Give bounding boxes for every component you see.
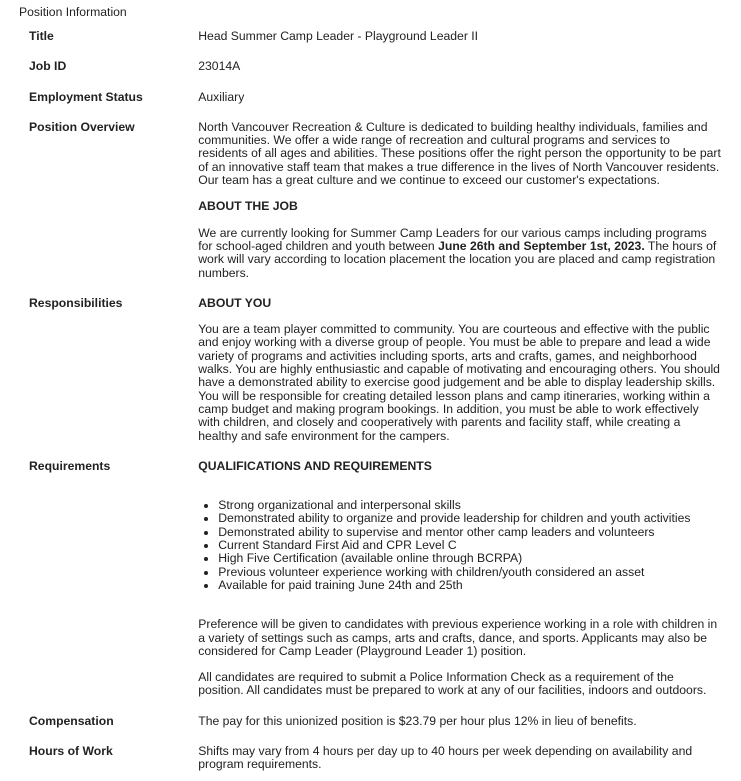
camp-dates: June 26th and September 1st, 2023. [438, 238, 645, 253]
row-position-overview [22, 113, 722, 289]
row-value [198, 113, 722, 289]
row-hours-of-work [22, 737, 722, 781]
row-value: The pay for this unionized position is $23.79 per hour plus 12% in lieu of benefits. [198, 713, 637, 728]
row-label: Title [29, 29, 54, 43]
row-label: Hours of Work [29, 743, 113, 758]
row-job-id [22, 52, 722, 82]
preference-text: Preference will be given to candidates with previous experience working in a role with children in a variety of settings such as camps, arts and crafts, dance, and sports. Applicants may also be considered for Camp Leader (Playground Leader 1) position. [198, 617, 718, 658]
row-label: Job ID [29, 59, 67, 74]
row-label: Responsibilities [29, 295, 123, 310]
row-value [198, 289, 722, 452]
row-label: Employment Status [29, 89, 143, 104]
about-job-text-end: The hours of work will vary according to location placement the location you are placed and camp registration numbers. [198, 238, 717, 280]
about-job-heading: ABOUT THE JOB [198, 199, 298, 214]
list-item: • Current Standard First Aid and CPR Level C [218, 539, 722, 552]
about-job-text [198, 227, 722, 280]
about-you-heading: ABOUT YOU [198, 295, 272, 310]
row-value [198, 452, 722, 707]
list-item: • High Five Certification (available online through BCRPA) [218, 552, 722, 565]
position-info-table [22, 22, 722, 781]
row-value: Head Summer Camp Leader - Playground Leader II [198, 29, 479, 43]
about-you-text: You are a team player committed to community. You are courteous and effective with the public and enjoy working with a diverse group of people. You must be able to prepare and lead a wide variety of programs and activities including sports, arts and crafts, games, and neighborhood walks. You are highly enthusiastic and capable of motivating and encouraging others. You should have a demonstrated ability to exercise good judgement and be able to display leadership skills. You will be responsible for creating detailed lesson plans and camp itineraries, working within a camp budget and making program bookings. In addition, you must be able to work effectively with children, and closely and cooperatively with parents and facility staff, while creating a healthy and safe environment for the campers. [198, 322, 720, 443]
list-item: • Strong organizational and interpersonal skills [218, 499, 722, 512]
row-value: Shifts may vary from 4 hours per day up to 40 hours per week depending on availability and program requirements. [198, 743, 693, 772]
requirements-list [198, 499, 722, 592]
row-label: Position Overview [29, 119, 135, 134]
row-employment-status [22, 83, 722, 113]
row-value: Auxiliary [198, 89, 245, 104]
row-label: Requirements [29, 458, 111, 473]
row-responsibilities [22, 289, 722, 452]
row-value: 23014A [198, 59, 241, 74]
qualifications-heading: QUALIFICATIONS AND REQUIREMENTS [198, 458, 432, 473]
row-compensation [22, 707, 722, 737]
overview-intro: North Vancouver Recreation & Culture is dedicated to building healthy individuals, families and communities. We offer a wide range of recreation and cultural programs and services to residents of all ages and abilities. These positions offer the right person the opportunity to be part of an innovative staff team that makes a true difference in the lives of North Vancouver residents. Our team has a great culture and we continue to exceed our customer's expectations. [198, 119, 721, 188]
row-label: Compensation [29, 713, 114, 728]
about-job-text-start: We are currently looking for Summer Camp Leaders for our various camps including programs for school-aged children and youth between [198, 225, 707, 253]
row-requirements [22, 452, 722, 707]
police-check-text: All candidates are required to submit a Police Information Check as a requirement of the position. All candidates must be prepared to work at any of our facilities, indoors and outdoors. [198, 670, 707, 698]
row-title [22, 22, 722, 52]
list-item: • Demonstrated ability to organize and provide leadership for children and youth activities [218, 512, 722, 525]
list-item: • Available for paid training June 24th and 25th [218, 579, 722, 592]
list-item: • Demonstrated ability to supervise and mentor other camp leaders and volunteers [218, 526, 722, 539]
section-title: Position Information [19, 5, 127, 19]
list-item: • Previous volunteer experience working with children/youth considered an asset [218, 566, 722, 579]
